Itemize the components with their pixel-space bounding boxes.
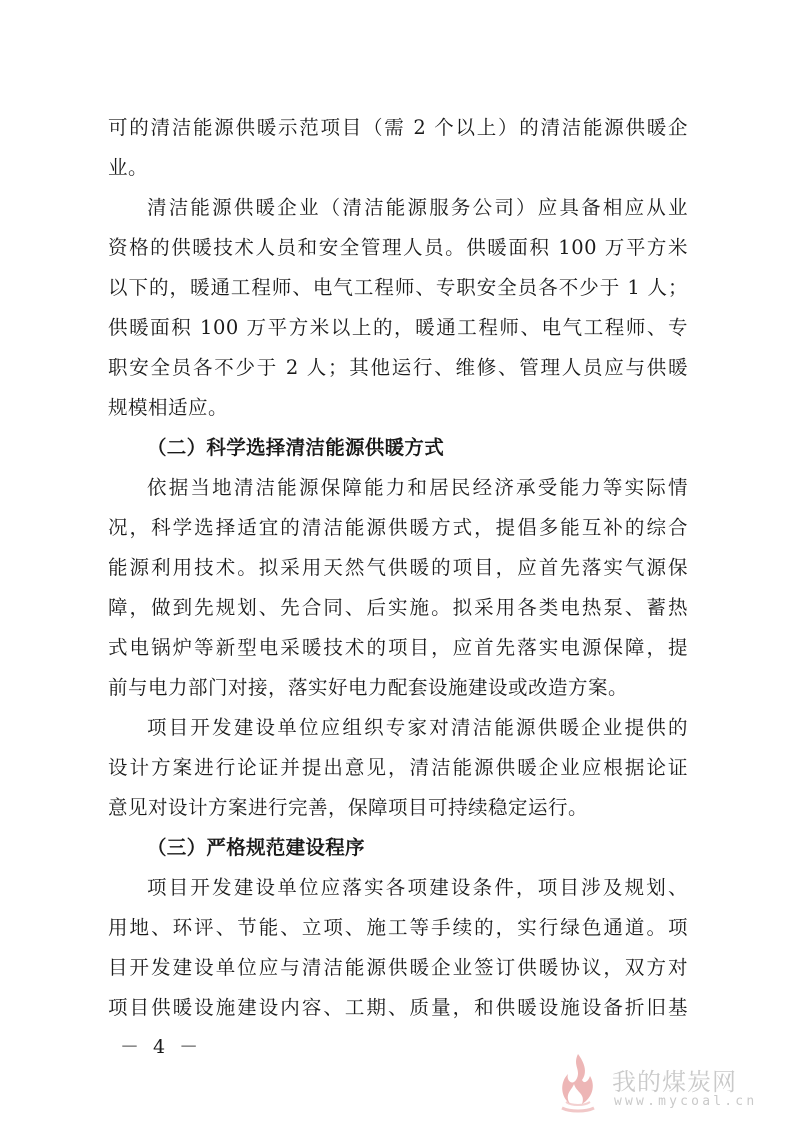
text-line: 供暖面积 100 万平方米以上的，暖通工程师、电气工程师、专 [108,316,688,339]
text-line: 能源利用技术。拟采用天然气供暖的项目，应首先落实气源保 [108,556,688,579]
text-line: 资格的供暖技术人员和安全管理人员。供暖面积 100 万平方米 [108,236,688,259]
watermark-title: 我的煤炭网 [612,1068,737,1096]
text-line: 项目供暖设施建设内容、工期、质量，和供暖设施设备折旧基 [108,996,688,1019]
section-heading: （二）科学选择清洁能源供暖方式 [147,436,445,459]
text-line: 意见对设计方案进行完善，保障项目可持续稳定运行。 [108,796,589,819]
text-line: 依据当地清洁能源保障能力和居民经济承受能力等实际情 [147,476,688,499]
text-line: 障，做到先规划、先合同、后实施。拟采用各类电热泵、蓄热 [108,596,688,619]
page-number: － 4 － [120,1036,203,1058]
text-line: 以下的，暖通工程师、电气工程师、专职安全员各不少于 1 人； [108,276,688,299]
text-line: 项目开发建设单位应落实各项建设条件，项目涉及规划、 [147,876,688,899]
text-line: 用地、环评、节能、立项、施工等手续的，实行绿色通道。项 [108,916,688,939]
text-line: 业。 [108,156,149,179]
text-line: 项目开发建设单位应组织专家对清洁能源供暖企业提供的 [147,716,688,739]
text-line: 职安全员各不少于 2 人；其他运行、维修、管理人员应与供暖 [108,356,688,379]
text-line: 设计方案进行论证并提出意见，清洁能源供暖企业应根据论证 [108,756,688,779]
text-line: 式电锅炉等新型电采暖技术的项目，应首先落实电源保障，提 [108,636,688,659]
site-watermark [552,1050,782,1116]
flame-logo-icon [552,1050,604,1114]
text-line: 况，科学选择适宜的清洁能源供暖方式，提倡多能互补的综合 [108,516,688,539]
watermark-url: www.mycoal.cn [614,1094,758,1109]
text-line: 清洁能源供暖企业（清洁能源服务公司）应具备相应从业 [147,196,688,219]
text-line: 可的清洁能源供暖示范项目（需 2 个以上）的清洁能源供暖企 [108,116,688,139]
text-line: 规模相适应。 [108,396,229,419]
text-line: 目开发建设单位应与清洁能源供暖企业签订供暖协议，双方对 [108,956,688,979]
text-line: 前与电力部门对接，落实好电力配套设施建设或改造方案。 [108,676,629,699]
section-heading: （三）严格规范建设程序 [147,836,365,859]
